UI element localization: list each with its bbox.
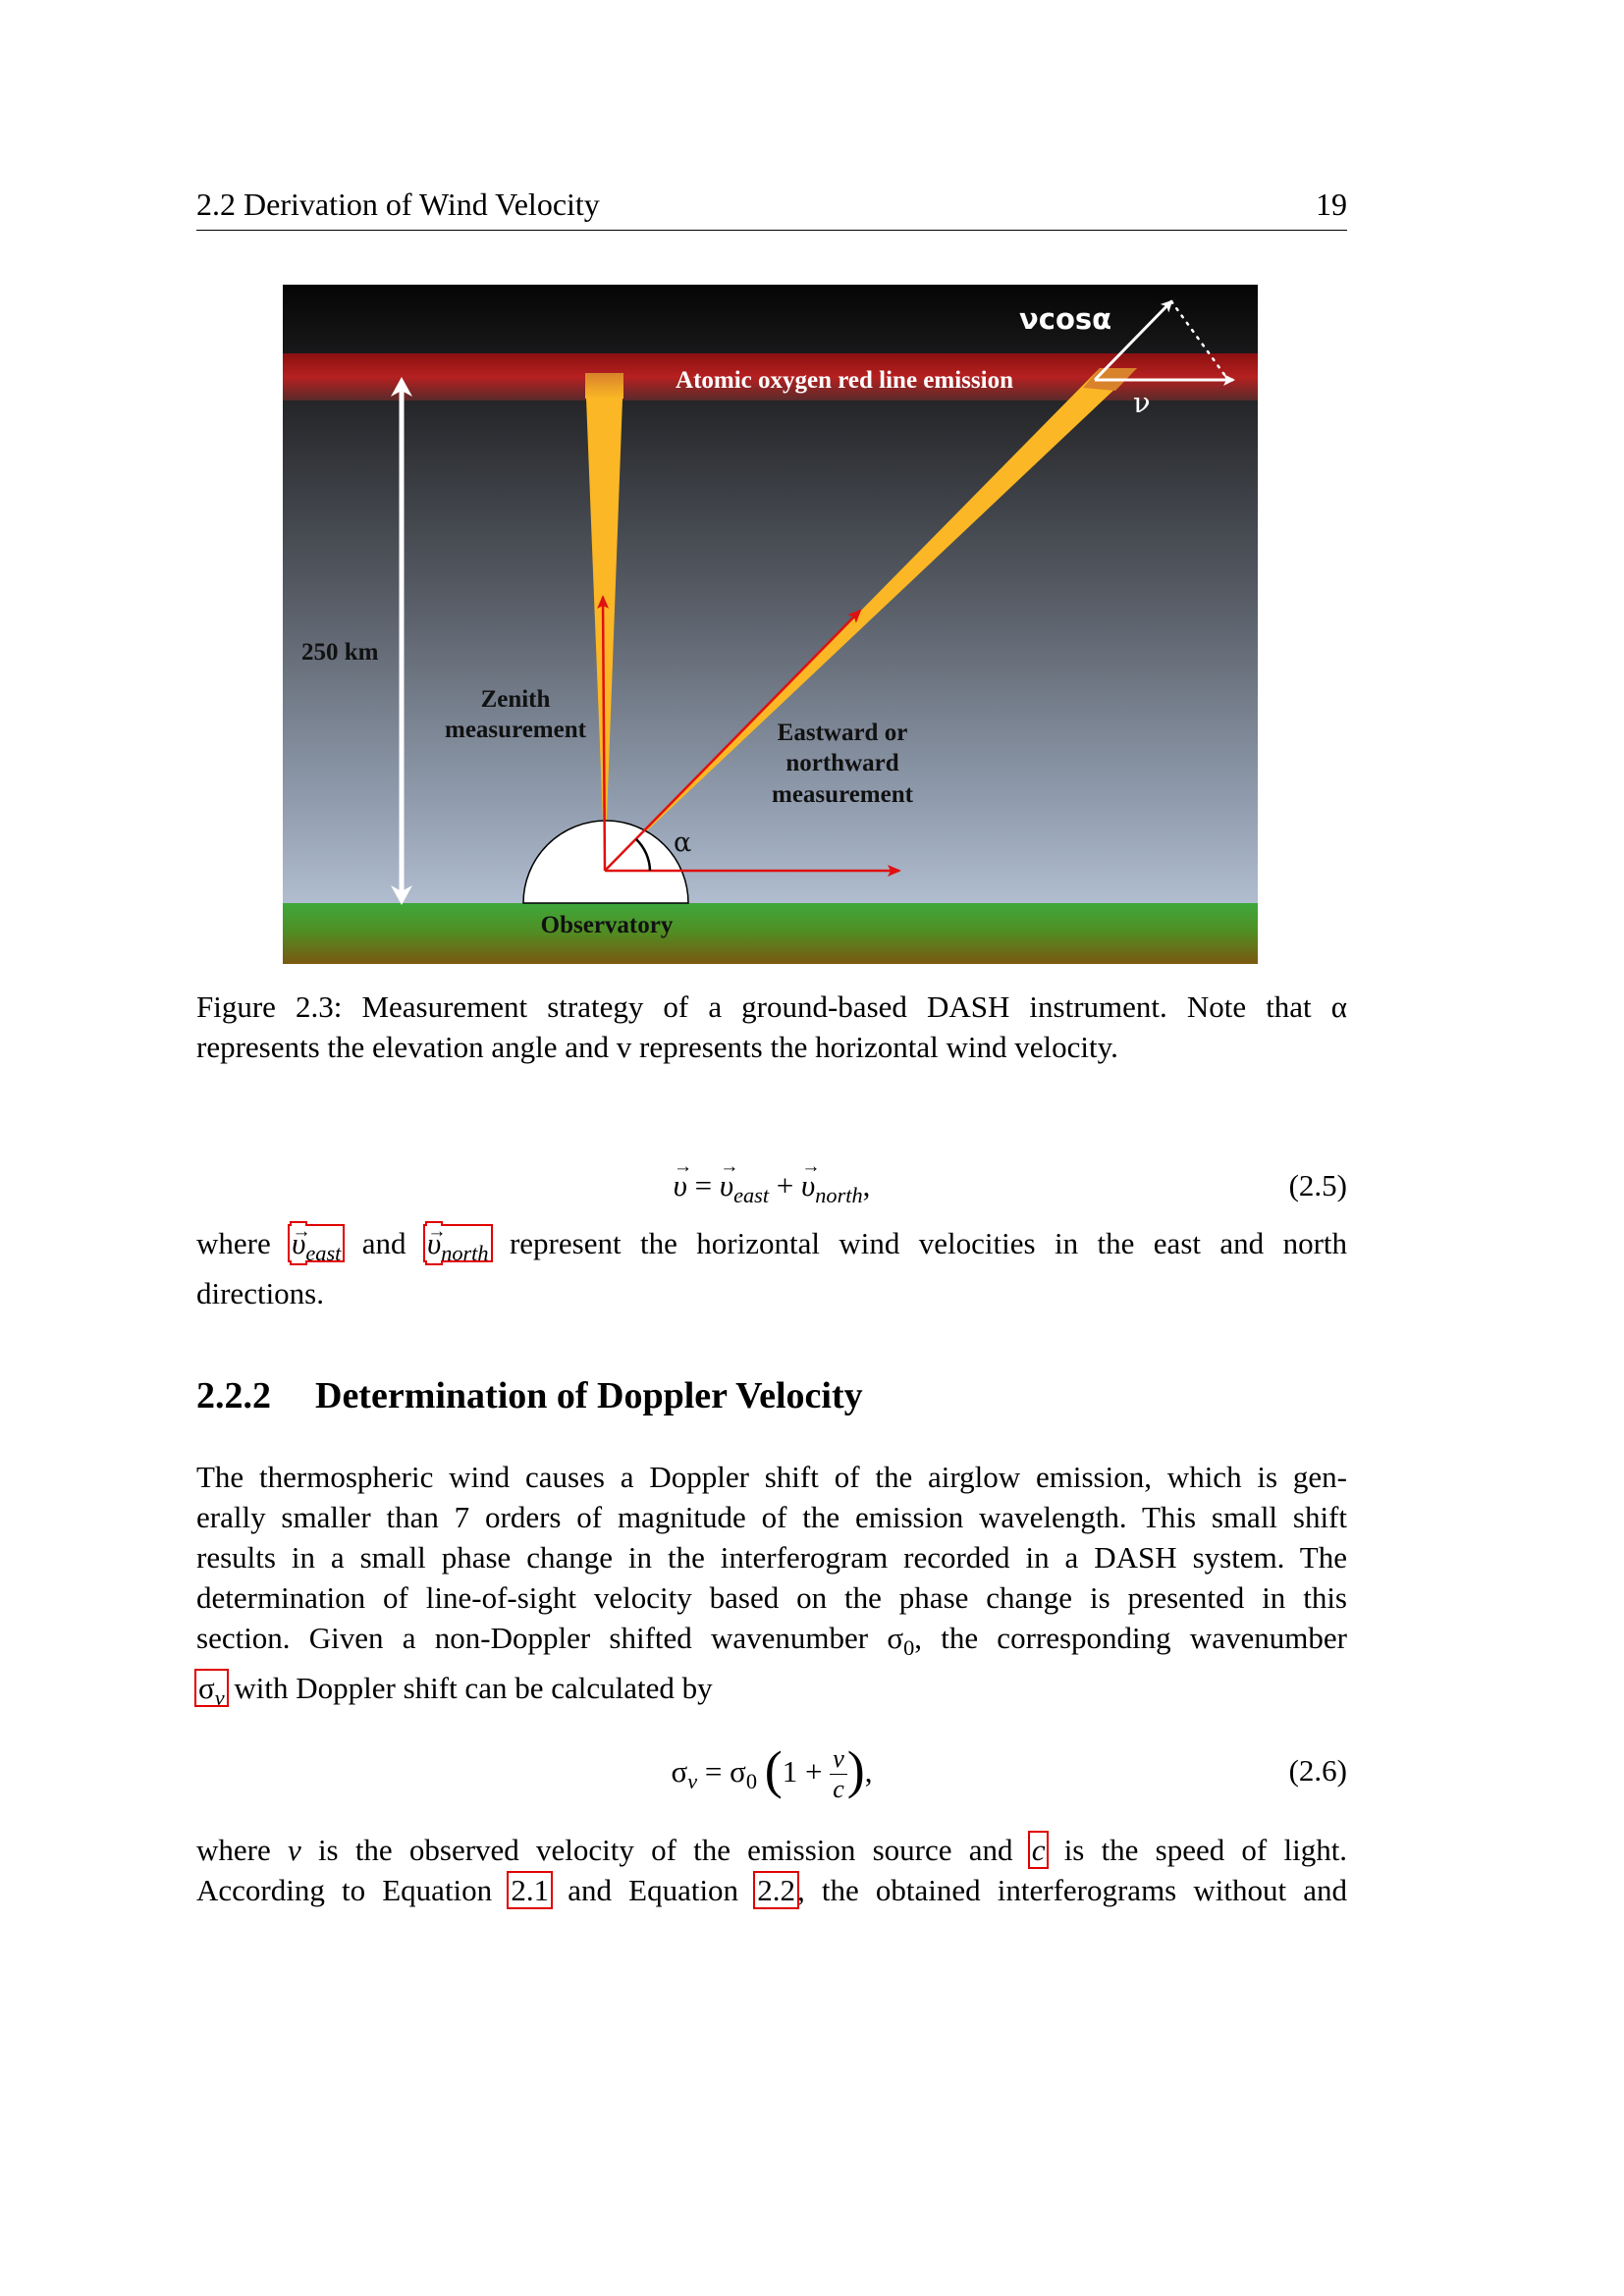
link-v-north-sub: north	[441, 1241, 489, 1266]
link-equation-2-1[interactable]: 2.1	[511, 1873, 550, 1907]
east-label-1: Eastward or	[777, 720, 908, 746]
figure-illustration	[283, 285, 1258, 964]
para2-line-3: results in a small phase change in the interferogram recorded in a DASH system. The	[196, 1540, 1347, 1575]
para1-and: and	[361, 1226, 406, 1260]
eq26-denominator: c	[833, 1775, 844, 1804]
v-label: ν	[1133, 386, 1151, 419]
para2-line-4: determination of line-of-sight velocity based on the phase change is presented in this	[196, 1580, 1347, 1615]
para3-text-d: is the speed of light.	[1063, 1833, 1348, 1867]
running-header	[196, 187, 1347, 231]
para2-sigma0-sub: 0	[903, 1635, 915, 1661]
link-v-east-sub: east	[305, 1241, 342, 1266]
eq25-term2: → υ	[801, 1168, 815, 1203]
para1-where: where	[196, 1226, 271, 1260]
figure-caption	[196, 987, 1347, 1067]
caption-line-1: Figure 2.3: Measurement strategy of a ground-based DASH instrument. Note that α	[196, 989, 1347, 1024]
section-number: 2.2.2	[196, 1375, 271, 1416]
link-equation-2-2[interactable]: 2.2	[757, 1873, 795, 1907]
link-sigma-v-symbol: σ	[198, 1671, 215, 1706]
vcos-label: νcosα	[1019, 302, 1112, 336]
page-number: 19	[1316, 187, 1347, 222]
para3-text-b: is the observed velocity of the emission source and	[317, 1833, 1013, 1867]
link-v-east[interactable]	[290, 1226, 343, 1266]
east-label-2: northward	[785, 750, 899, 776]
eq25-term1-sub: east	[733, 1183, 770, 1208]
eq25-term1: → υ	[720, 1168, 733, 1203]
link-sigma-v-sub: v	[214, 1685, 225, 1711]
caption-line-2: represents the elevation angle and v represents the horizontal wind velocity.	[196, 1030, 1118, 1064]
equation-2-5-number: (2.5)	[1288, 1168, 1347, 1202]
emission-label: Atomic oxygen red line emission	[676, 367, 1013, 394]
header-section-title: 2.2 Derivation of Wind Velocity	[196, 187, 600, 222]
equation-2-6-number: (2.6)	[1288, 1753, 1347, 1788]
eq25-plus: +	[769, 1168, 802, 1202]
para3-l2a: According to Equation	[196, 1873, 493, 1907]
eq26-fraction	[830, 1744, 847, 1804]
eq25-tail: ,	[862, 1168, 871, 1202]
eq25-term2-sub: north	[815, 1183, 863, 1208]
ground	[283, 903, 1258, 964]
zenith-beam-top	[585, 373, 623, 399]
para3-l2c: , the obtained interferograms without and	[796, 1873, 1348, 1907]
east-label-3: measurement	[772, 781, 913, 808]
para1-line-1	[196, 1223, 1347, 1273]
para2-line-5-text: section. Given a non-Doppler shifted wavenumber σ	[196, 1621, 904, 1655]
section-heading	[196, 1374, 863, 1417]
eq25-eq-sign: =	[686, 1168, 720, 1202]
paragraph-final	[196, 1830, 1347, 1910]
observatory-label: Observatory	[540, 912, 674, 938]
paragraph-eq25-explanation	[196, 1223, 1347, 1313]
para3-line-1	[196, 1830, 1347, 1870]
alpha-label: α	[674, 828, 692, 858]
eq26-rparen: )	[846, 1740, 865, 1799]
paragraph-doppler	[196, 1457, 1347, 1718]
para2-line-2: erally smaller than 7 orders of magnitude of the emission wavelength. This small shift	[196, 1500, 1347, 1534]
para2-line-6	[196, 1668, 1347, 1718]
link-v-north-symbol: → υ	[427, 1223, 441, 1263]
zenith-label-2: measurement	[445, 717, 586, 743]
eq26-eq: = σ	[697, 1754, 746, 1789]
eq26-sigma-sub: v	[687, 1769, 698, 1794]
equation-2-5-body	[196, 1168, 1347, 1208]
link-sigma-v[interactable]	[196, 1671, 227, 1711]
link-v-east-symbol: → υ	[292, 1223, 305, 1263]
eq26-sub0: 0	[745, 1769, 757, 1794]
eq25-lhs: → υ	[674, 1168, 687, 1203]
para2-line-5-rest: , the corresponding wavenumber	[914, 1621, 1347, 1655]
para1-rest: represent the horizontal wind velocities in the east and north	[509, 1226, 1348, 1260]
height-label: 250 km	[301, 639, 379, 666]
para3-l2b: and Equation	[568, 1873, 739, 1907]
link-c[interactable]: c	[1031, 1833, 1046, 1867]
para3-line-2	[196, 1870, 1347, 1910]
eq26-lparen: (	[764, 1740, 783, 1799]
para3-where: where	[196, 1833, 271, 1867]
eq26-tail: ,	[864, 1754, 873, 1789]
para3-v: v	[287, 1833, 301, 1867]
eq26-one: 1 +	[782, 1754, 831, 1789]
para2-line-5	[196, 1618, 1347, 1668]
section-title: Determination of Doppler Velocity	[315, 1375, 863, 1416]
link-v-north[interactable]	[425, 1226, 491, 1266]
eq26-sigma: σ	[671, 1754, 688, 1789]
para2-line-6-text: with Doppler shift can be calculated by	[226, 1671, 713, 1706]
para2-line-1: The thermospheric wind causes a Doppler shift of the airglow emission, which is gen-	[196, 1460, 1347, 1494]
figure-dash-measurement	[283, 285, 1258, 964]
equation-2-6-body	[196, 1739, 1347, 1804]
equation-2-6	[196, 1739, 1347, 1808]
para1-line-2: directions.	[196, 1276, 324, 1311]
zenith-label-1: Zenith	[480, 686, 551, 713]
eq26-numerator: v	[830, 1744, 847, 1775]
